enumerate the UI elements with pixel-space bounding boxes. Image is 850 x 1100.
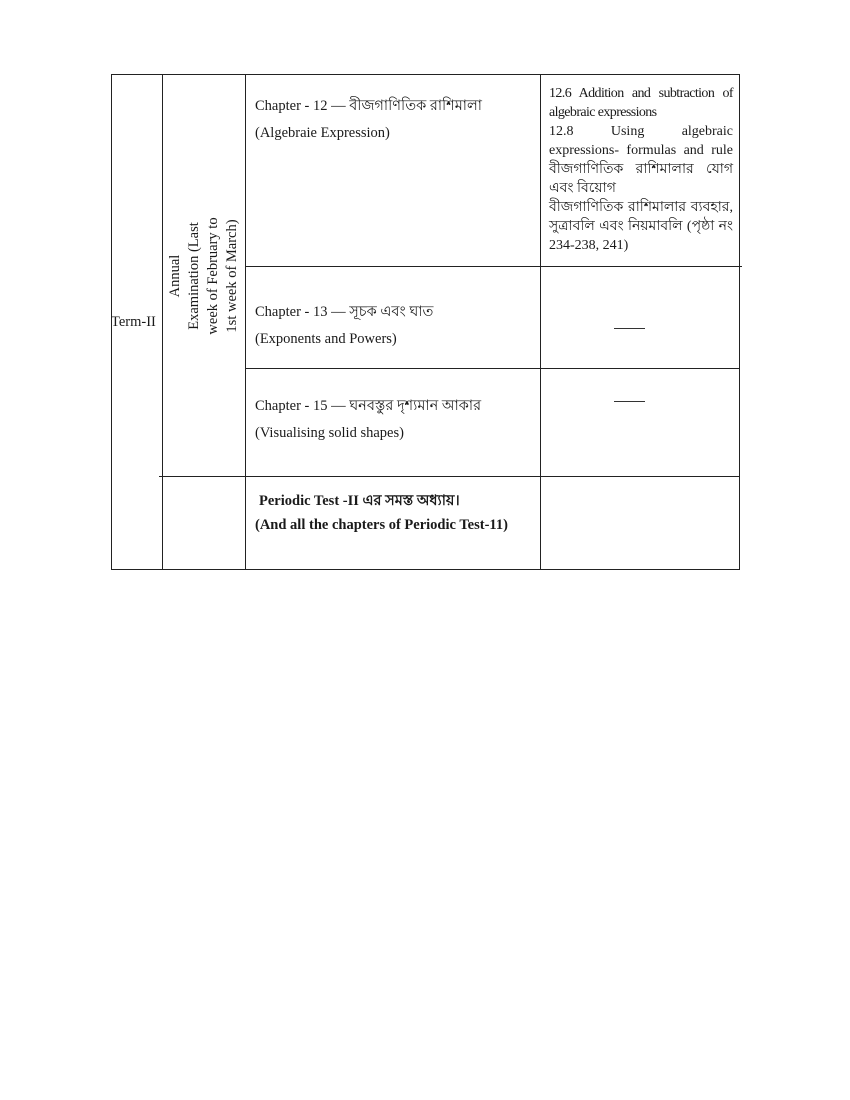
row-divider-2: [245, 368, 740, 369]
column-divider-3: [540, 74, 541, 570]
exam-period-line: Annual: [167, 254, 183, 297]
topic-line: বীজগাণিতিক রাশিমালার যোগ এবং বিয়োগ: [549, 162, 733, 196]
topic-line: 12.8 Using algebraic expressions- formulas and rule: [549, 124, 733, 158]
periodic-test-line-1: Periodic Test -II এর সমস্ত অধ্যায়।: [259, 493, 460, 509]
periodic-test-line-2: (And all the chapters of Periodic Test-11): [255, 517, 508, 533]
chapter-12-subtitle: (Algebraie Expression): [255, 125, 390, 141]
chapter-15-title: Chapter - 15 — ঘনবস্তুর দৃশ্যমান আকার: [255, 398, 482, 414]
row-divider-3: [159, 476, 740, 477]
exam-period-line: Examination (Last: [186, 221, 202, 330]
topic-line: বীজগাণিতিক রাশিমালার ব্যবহার, সুত্রাবলি এবং নিয়মাবলি (পৃষ্ঠা নং 234-238, 241): [549, 200, 733, 253]
exam-period-line: week of February to: [205, 216, 221, 335]
chapter-13-title: Chapter - 13 — সূচক এবং ঘাত: [255, 304, 434, 320]
table-bottom-border: [111, 569, 740, 570]
chapter-15-subtitle: (Visualising solid shapes): [255, 425, 404, 441]
exam-period-cell: [162, 75, 246, 476]
row-divider-1: [245, 266, 742, 267]
term-label: Term-II: [111, 314, 156, 330]
chapter-12-title: Chapter - 12 — বীজগাণিতিক রাশিমালা: [255, 98, 483, 114]
chapter-12-topics: [549, 84, 733, 255]
exam-period-line: 1st week of March): [224, 218, 240, 333]
chapter-13-subtitle: (Exponents and Powers): [255, 331, 397, 347]
table-right-border: [739, 74, 740, 570]
chapter-15-empty-mark: [614, 401, 645, 402]
chapter-13-empty-mark: [614, 328, 645, 329]
topic-line: 12.6 Addition and subtraction of algebraic expressions: [549, 86, 733, 120]
exam-period-text: [166, 217, 242, 334]
